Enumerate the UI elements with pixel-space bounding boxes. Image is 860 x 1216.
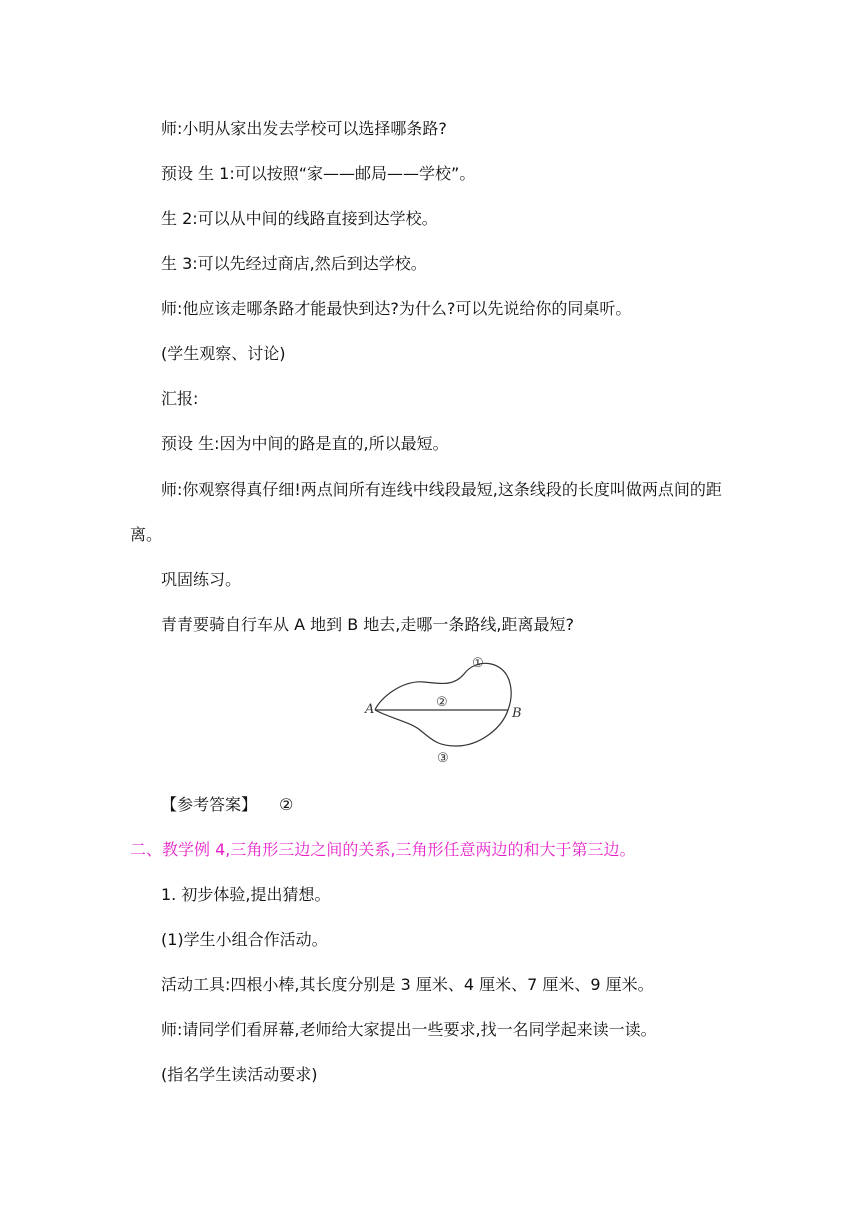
dialogue-line: 预设 生:因为中间的路是直的,所以最短。 bbox=[161, 434, 449, 453]
dialogue-line: 师:他应该走哪条路才能最快到达?为什么?可以先说给你的同桌听。 bbox=[161, 299, 632, 318]
point-a-label: A bbox=[365, 702, 375, 717]
dialogue-line: 预设 生 1:可以按照“家——邮局——学校”。 bbox=[161, 164, 476, 183]
dialogue-line: (学生观察、讨论) bbox=[161, 344, 286, 363]
section-heading: 二、教学例 4,三角形三边之间的关系,三角形任意两边的和大于第三边。 bbox=[130, 840, 636, 859]
activity-tools: 活动工具:四根小棒,其长度分别是 3 厘米、4 厘米、7 厘米、9 厘米。 bbox=[161, 975, 654, 994]
exercise-heading: 巩固练习。 bbox=[161, 570, 242, 589]
route-top-label: ① bbox=[472, 656, 484, 671]
route-bottom-label: ③ bbox=[437, 751, 449, 766]
dialogue-line-continued: 离。 bbox=[130, 525, 163, 544]
dialogue-line: (指名学生读活动要求) bbox=[161, 1065, 318, 1084]
dialogue-line: 生 3:可以先经过商店,然后到达学校。 bbox=[161, 254, 427, 273]
dialogue-line: 汇报: bbox=[161, 389, 199, 408]
step-title: 1. 初步体验,提出猜想。 bbox=[161, 885, 331, 904]
route-diagram bbox=[362, 648, 532, 770]
route-middle-label: ② bbox=[436, 695, 448, 710]
answer-value: ② bbox=[279, 795, 294, 814]
exercise-question: 青青要骑自行车从 A 地到 B 地去,走哪一条路线,距离最短? bbox=[161, 615, 574, 634]
reference-answer bbox=[161, 794, 293, 816]
route-bottom-path bbox=[375, 710, 508, 746]
dialogue-line: 师:你观察得真仔细!两点间所有连线中线段最短,这条线段的长度叫做两点间的距 bbox=[161, 480, 722, 499]
answer-label: 【参考答案】 bbox=[161, 795, 258, 814]
dialogue-line: 生 2:可以从中间的线路直接到达学校。 bbox=[161, 209, 438, 228]
step-subtitle: (1)学生小组合作活动。 bbox=[161, 930, 328, 949]
point-b-label: B bbox=[512, 706, 522, 721]
dialogue-line: 师:请同学们看屏幕,老师给大家提出一些要求,找一名同学起来读一读。 bbox=[161, 1020, 657, 1039]
dialogue-line: 师:小明从家出发去学校可以选择哪条路? bbox=[161, 119, 447, 138]
